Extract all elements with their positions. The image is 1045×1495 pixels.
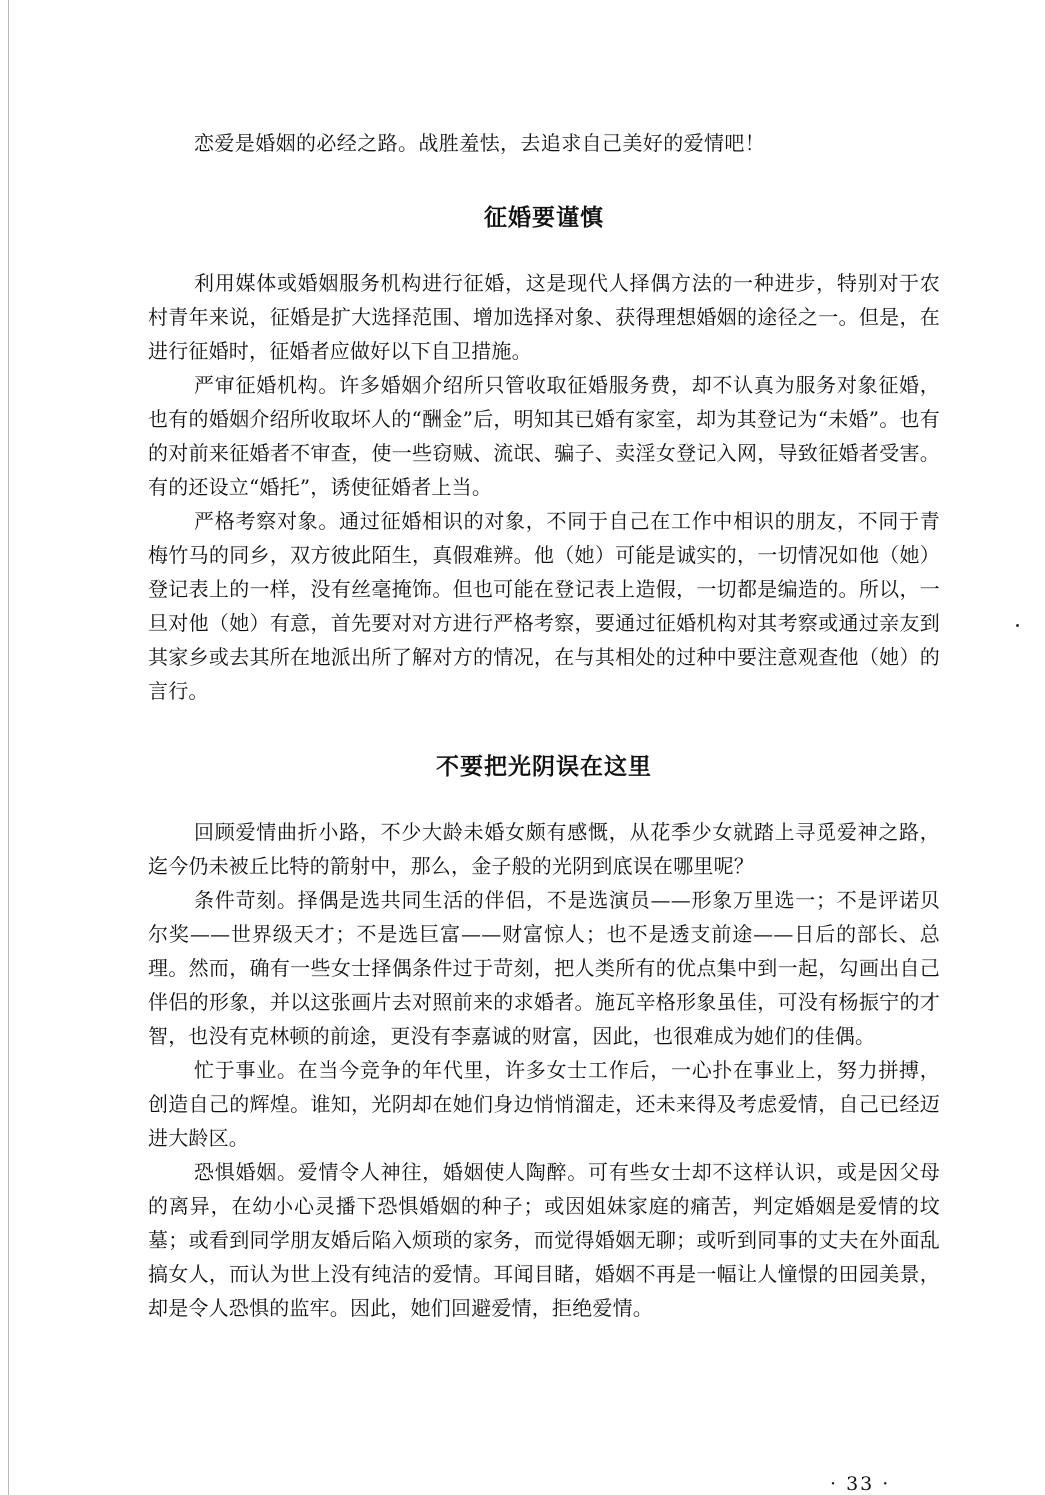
book-page: [148, 128, 940, 1325]
intro-line: 恋爱是婚姻的必经之路。战胜羞怯，去追求自己美好的爱情吧！: [194, 131, 766, 155]
page-edge-line: [8, 0, 9, 1495]
section-title-marriage-caution: 征婚要谨慎: [484, 205, 604, 231]
paragraph: 严格考察对象。通过征婚相识的对象，不同于自己在工作中相识的朋友，不同于青梅竹马的同乡，双方彼此陌生，真假难辨。他（她）可能是诚实的，一切情况如他（她）登记表上的一样，没有丝毫掩饰。但也可能在登记表上造假，一切都是编造的。所以，一旦对他（她）有意，首先要对对方进行严格考察，要通过征婚机构对其考察或通过亲友到其家乡或去其所在地派出所了解对方的情况，在与其相处的过种中要注意观查他（她）的言行。: [148, 509, 940, 703]
paragraph: 利用媒体或婚姻服务机构进行征婚，这是现代人择偶方法的一种进步，特别对于农村青年来说，征婚是扩大选择范围、增加选择对象、获得理想婚姻的途径之一。但是，在进行征婚时，征婚者应做好以下自卫措施。: [148, 271, 940, 363]
paragraph: 条件苛刻。择偶是选共同生活的伴侣，不是选演员——形象万里选一；不是评诺贝尔奖——世界级天才；不是选巨富——财富惊人；也不是透支前途——日后的部长、总理。然而，确有一些女士择偶条件过于苛刻，把人类所有的优点集中到一起，勾画出自己伴侣的形象，并以这张画片去对照前来的求婚者。施瓦辛格形象虽佳，可没有杨振宁的才智，也没有克林顿的前途，更没有李嘉诚的财富，因此，也很难成为她们的佳偶。: [148, 888, 940, 1048]
paragraph: 回顾爱情曲折小路，不少大龄未婚女颇有感慨，从花季少女就踏上寻觅爱神之路，迄今仍未被丘比特的箭射中，那么，金子般的光阴到底误在哪里呢？: [148, 820, 940, 878]
paragraph: 恐惧婚姻。爱情令人神往，婚姻使人陶醉。可有些女士却不这样认识，或是因父母的离异，在幼小心灵播下恐惧婚姻的种子；或因姐妹家庭的痛苦，判定婚姻是爱情的坟墓；或看到同学朋友婚后陷入烦琐的家务，而觉得婚姻无聊；或听到同事的丈夫在外面乱搞女人，而认为世上没有纯洁的爱情。耳闻目睹，婚姻不再是一幅让人憧憬的田园美景，却是令人恐惧的监牢。因此，她们回避爱情，拒绝爱情。: [148, 1160, 940, 1320]
scan-speck: [1016, 624, 1019, 627]
paragraph: 忙于事业。在当今竞争的年代里，许多女士工作后，一心扑在事业上，努力拼搏，创造自己的辉煌。谁知，光阴却在她们身边悄悄溜走，还未来得及考虑爱情，自己已经迈进大龄区。: [148, 1058, 940, 1150]
page-number: · 33 ·: [830, 1473, 891, 1495]
section-title-dont-waste-time: 不要把光阴误在这里: [436, 754, 652, 780]
paragraph: 严审征婚机构。许多婚姻介绍所只管收取征婚服务费，却不认真为服务对象征婚，也有的婚姻介绍所收取坏人的“酬金”后，明知其已婚有家室，却为其登记为“未婚”。也有的对前来征婚者不审查，使一些窃贼、流氓、骗子、卖淫女登记入网，导致征婚者受害。有的还设立“婚托”，诱使征婚者上当。: [148, 373, 940, 499]
